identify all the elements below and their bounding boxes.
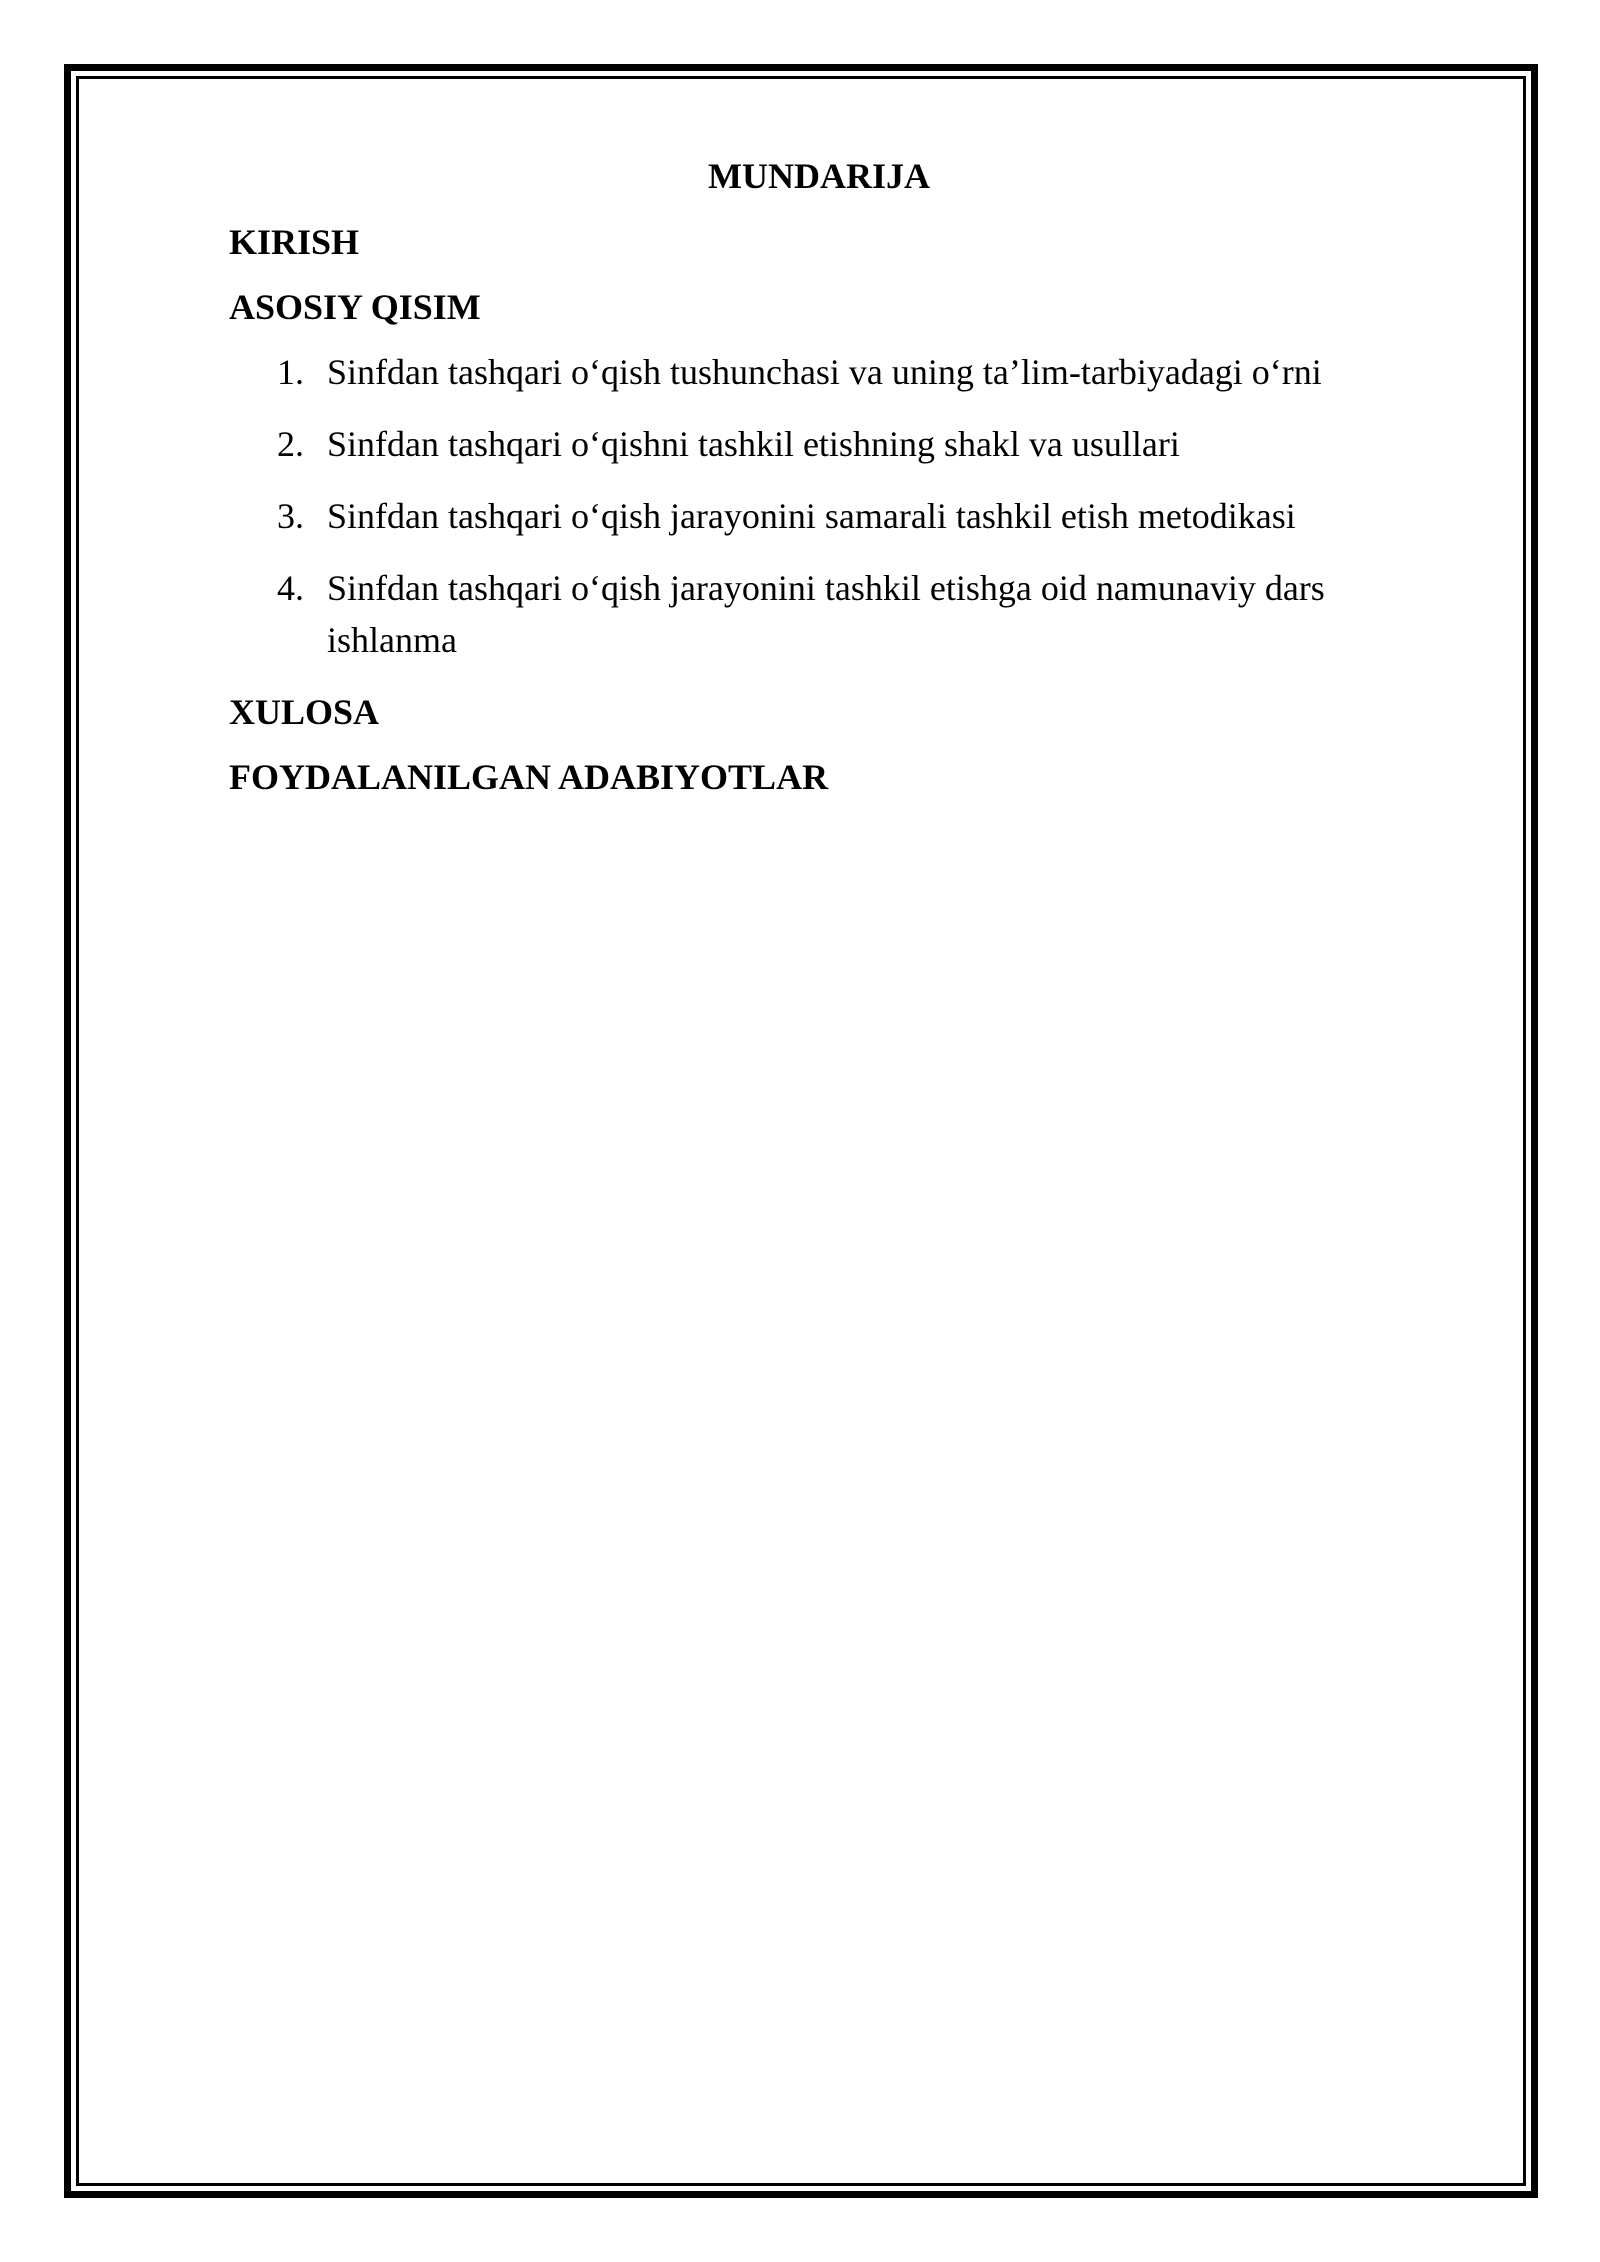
table-of-contents	[229, 150, 1409, 816]
heading-main-part: ASOSIY QISIM	[229, 287, 481, 327]
list-item-text: Sinfdan tashqari o‘qish jarayonini samarali tashkil etish metodikasi	[327, 496, 1296, 536]
list-item-text: Sinfdan tashqari o‘qishni tashkil etishning shakl va usullari	[327, 424, 1180, 464]
list-item-number: 3.	[277, 496, 304, 536]
list-item	[229, 346, 1409, 398]
list-item-number: 2.	[277, 424, 304, 464]
main-part-list	[229, 346, 1409, 666]
list-item-number: 4.	[277, 568, 304, 608]
heading-conclusion: XULOSA	[229, 692, 380, 732]
page-title: MUNDARIJA	[708, 156, 930, 196]
heading-references: FOYDALANILGAN ADABIYOTLAR	[229, 757, 829, 797]
heading-introduction: KIRISH	[229, 222, 360, 262]
list-item-text: Sinfdan tashqari o‘qish tushunchasi va uning ta’lim-tarbiyadagi o‘rni	[327, 352, 1322, 392]
list-item	[229, 418, 1409, 470]
list-item	[229, 562, 1409, 666]
list-item-text: Sinfdan tashqari o‘qish jarayonini tashkil etishga oid namunaviy dars ishlanma	[327, 568, 1325, 660]
list-item-number: 1.	[277, 352, 304, 392]
list-item	[229, 490, 1409, 542]
